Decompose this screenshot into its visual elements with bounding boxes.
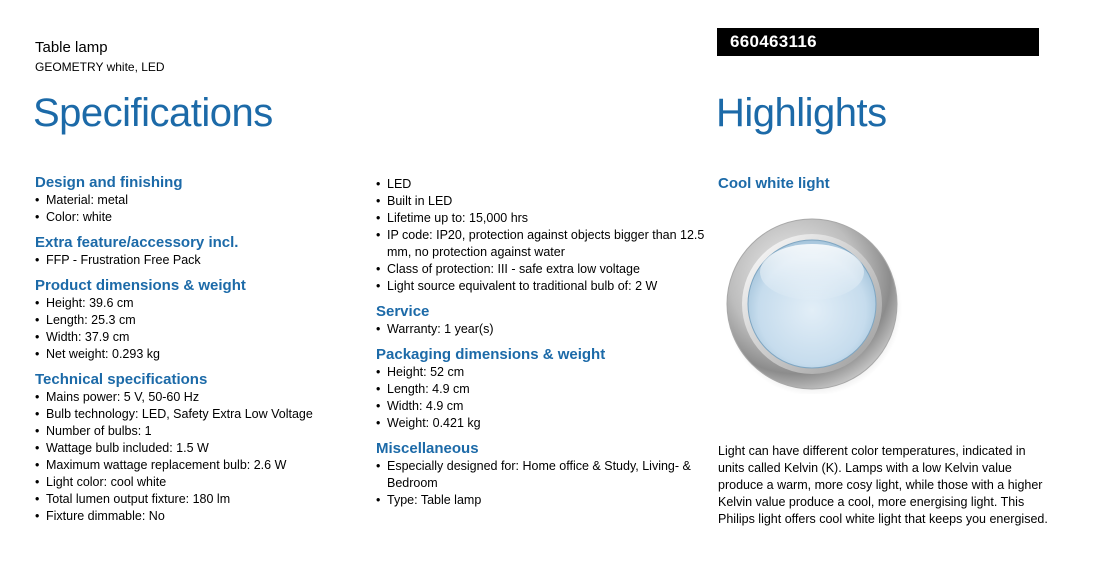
highlight-description: Light can have different color temperatures, indicated in units called Kelvin (K). Lamps with a low Kelvin value produce a warm, more cosy light, while those with a higher Kelvin value produce a cool, more energising light. This Philips light offers cool white light that keeps you energised.: [718, 444, 1048, 526]
spec-item: • Light color: cool white: [35, 474, 365, 491]
spec-section-title: Extra feature/accessory incl.: [35, 234, 239, 251]
spec-item: • IP code: IP20, protection against objects bigger than 12.5 mm, no protection against water: [376, 227, 706, 261]
spec-section-title: Design and finishing: [35, 174, 183, 191]
spec-section: [35, 234, 365, 269]
spec-section: [376, 440, 706, 509]
product-code-bar: 660463116: [717, 28, 1039, 56]
spec-item: • Number of bulbs: 1: [35, 423, 365, 440]
spec-item: • Length: 25.3 cm: [35, 312, 365, 329]
spec-section: [376, 303, 706, 338]
spec-section-title: Packaging dimensions & weight: [376, 346, 606, 363]
spec-section-title: Technical specifications: [35, 371, 208, 388]
spec-item: • Width: 4.9 cm: [376, 398, 706, 415]
product-name: Table lamp: [35, 39, 108, 56]
spec-item-list: [35, 192, 365, 226]
spec-column-1: [35, 174, 365, 533]
spec-section: [376, 176, 706, 295]
spec-item-list: [35, 252, 365, 269]
spec-item-list: [35, 295, 365, 363]
spec-item: • Total lumen output fixture: 180 lm: [35, 491, 365, 508]
spec-item: • Light source equivalent to traditional bulb of: 2 W: [376, 278, 706, 295]
spec-item: • Fixture dimmable: No: [35, 508, 365, 525]
spec-item: • Lifetime up to: 15,000 hrs: [376, 210, 706, 227]
spec-column-2: [376, 176, 706, 517]
spec-item: • Wattage bulb included: 1.5 W: [35, 440, 365, 457]
spec-section: [35, 174, 365, 226]
spec-item: • Type: Table lamp: [376, 492, 706, 509]
spec-section: [376, 346, 706, 432]
highlights-title: Highlights: [716, 91, 887, 135]
highlight-subtitle: Cool white light: [718, 175, 830, 192]
spec-section: [35, 277, 365, 363]
spec-item: • Built in LED: [376, 193, 706, 210]
product-subtitle: GEOMETRY white, LED: [35, 60, 165, 74]
spec-item: • Warranty: 1 year(s): [376, 321, 706, 338]
spec-section-title: Service: [376, 303, 430, 320]
spec-item: • Width: 37.9 cm: [35, 329, 365, 346]
spec-item: • Length: 4.9 cm: [376, 381, 706, 398]
spec-item-list: [376, 321, 706, 338]
spec-item: • Color: white: [35, 209, 365, 226]
spec-section-title: Product dimensions & weight: [35, 277, 246, 294]
spec-item: • Mains power: 5 V, 50-60 Hz: [35, 389, 365, 406]
spec-item-list: [376, 176, 706, 295]
spec-item: • Material: metal: [35, 192, 365, 209]
spec-item: • Net weight: 0.293 kg: [35, 346, 365, 363]
spec-item: • Class of protection: III - safe extra low voltage: [376, 261, 706, 278]
cool-white-light-icon: [722, 214, 902, 394]
spec-item: • Especially designed for: Home office & Study, Living- & Bedroom: [376, 458, 706, 492]
spec-section: [35, 371, 365, 525]
spec-item-list: [376, 458, 706, 509]
spec-item: • Height: 39.6 cm: [35, 295, 365, 312]
spec-item: • FFP - Frustration Free Pack: [35, 252, 365, 269]
spec-item: • Weight: 0.421 kg: [376, 415, 706, 432]
spec-item: • Height: 52 cm: [376, 364, 706, 381]
spec-item-list: [35, 389, 365, 525]
spec-item: • LED: [376, 176, 706, 193]
specifications-title: Specifications: [33, 91, 273, 135]
spec-section-title: Miscellaneous: [376, 440, 479, 457]
spec-item-list: [376, 364, 706, 432]
spec-item: • Bulb technology: LED, Safety Extra Low Voltage: [35, 406, 365, 423]
spec-item: • Maximum wattage replacement bulb: 2.6 W: [35, 457, 365, 474]
highlight-column: [718, 175, 1048, 193]
